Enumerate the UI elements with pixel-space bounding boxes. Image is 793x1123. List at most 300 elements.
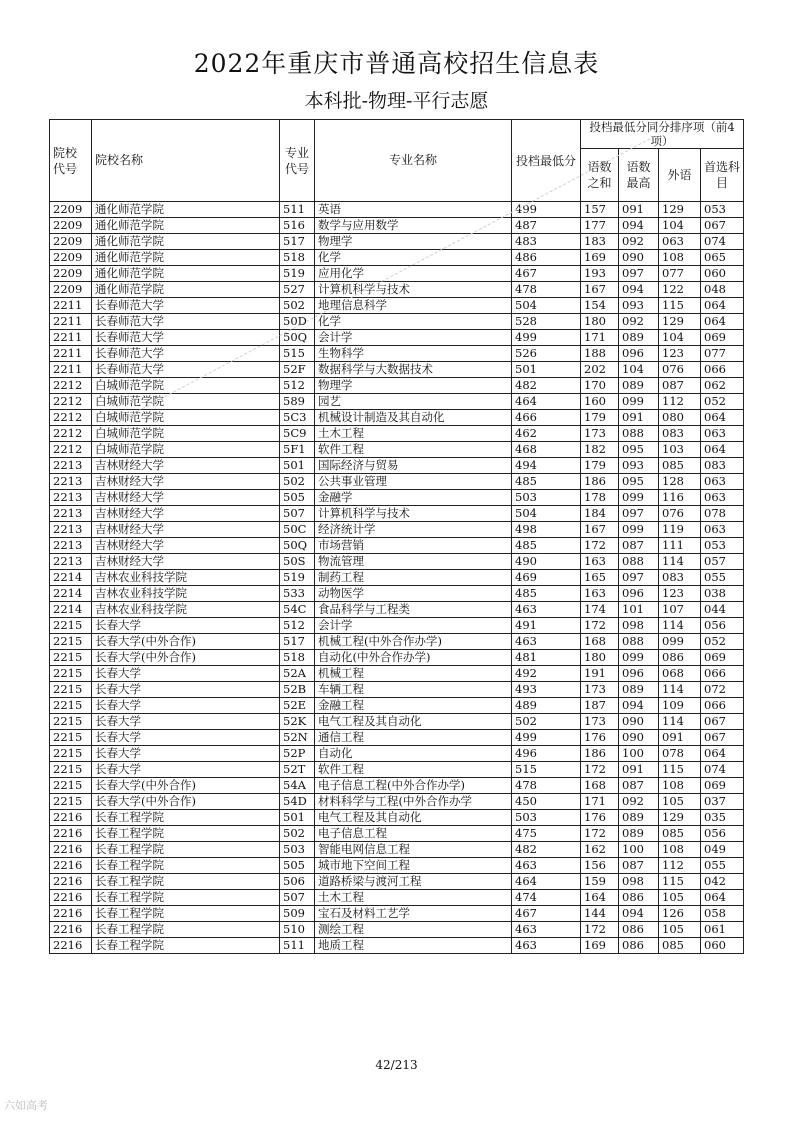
cell-waiyu: 112 (659, 858, 701, 874)
table-row (50, 250, 744, 266)
cell-waiyu: 104 (659, 218, 701, 234)
cell-major-code: 533 (280, 586, 315, 602)
cell-min-score: 499 (512, 730, 581, 746)
cell-min-score: 515 (512, 762, 581, 778)
cell-school-name: 通化师范学院 (92, 202, 280, 218)
cell-school-name: 长春工程学院 (92, 890, 280, 906)
cell-school-name: 吉林财经大学 (92, 490, 280, 506)
cell-major-code: 527 (280, 282, 315, 298)
cell-school-code: 2212 (50, 394, 92, 410)
cell-school-code: 2212 (50, 426, 92, 442)
cell-yushu-sum: 159 (581, 874, 619, 890)
cell-school-code: 2215 (50, 762, 92, 778)
cell-school-code: 2209 (50, 250, 92, 266)
cell-major-code: 519 (280, 570, 315, 586)
cell-major-code: 502 (280, 298, 315, 314)
cell-school-code: 2215 (50, 618, 92, 634)
cell-yushu-sum: 184 (581, 506, 619, 522)
table-row (50, 522, 744, 538)
cell-major-name: 会计学 (315, 330, 512, 346)
cell-school-code: 2215 (50, 730, 92, 746)
cell-yushu-max: 091 (619, 410, 659, 426)
table-row (50, 218, 744, 234)
cell-major-name: 物理学 (315, 234, 512, 250)
page-number: 42/213 (375, 1058, 418, 1072)
cell-yushu-sum: 165 (581, 570, 619, 586)
cell-school-name: 长春大学 (92, 714, 280, 730)
cell-min-score: 469 (512, 570, 581, 586)
table-row (50, 378, 744, 394)
cell-major-code: 518 (280, 250, 315, 266)
cell-waiyu: 083 (659, 570, 701, 586)
cell-major-code: 511 (280, 202, 315, 218)
cell-yushu-sum: 167 (581, 522, 619, 538)
cell-min-score: 498 (512, 522, 581, 538)
cell-min-score: 464 (512, 874, 581, 890)
cell-min-score: 491 (512, 618, 581, 634)
cell-school-name: 长春大学(中外合作) (92, 778, 280, 794)
cell-min-score: 450 (512, 794, 581, 810)
cell-major-name: 公共事业管理 (315, 474, 512, 490)
cell-school-name: 长春大学 (92, 746, 280, 762)
cell-major-code: 5F1 (280, 442, 315, 458)
cell-major-code: 52T (280, 762, 315, 778)
cell-major-code: 501 (280, 458, 315, 474)
cell-yushu-max: 086 (619, 938, 659, 954)
cell-school-code: 2213 (50, 458, 92, 474)
cell-min-score: 493 (512, 682, 581, 698)
cell-school-code: 2213 (50, 538, 92, 554)
table-row (50, 938, 744, 954)
table-row (50, 890, 744, 906)
cell-school-name: 吉林农业科技学院 (92, 602, 280, 618)
cell-yushu-sum: 173 (581, 714, 619, 730)
cell-yushu-sum: 144 (581, 906, 619, 922)
cell-major-name: 土木工程 (315, 426, 512, 442)
cell-shouxuan: 035 (701, 810, 744, 826)
table-row (50, 858, 744, 874)
cell-school-code: 2215 (50, 650, 92, 666)
cell-min-score: 474 (512, 890, 581, 906)
cell-waiyu: 103 (659, 442, 701, 458)
header-yushu-max: 语数最高 (619, 149, 659, 202)
cell-school-name: 白城师范学院 (92, 394, 280, 410)
cell-waiyu: 126 (659, 906, 701, 922)
table-row (50, 618, 744, 634)
cell-shouxuan: 065 (701, 250, 744, 266)
cell-major-code: 54C (280, 602, 315, 618)
cell-shouxuan: 064 (701, 746, 744, 762)
cell-min-score: 526 (512, 346, 581, 362)
cell-school-name: 长春大学 (92, 730, 280, 746)
cell-waiyu: 112 (659, 394, 701, 410)
cell-yushu-sum: 172 (581, 922, 619, 938)
cell-school-code: 2214 (50, 602, 92, 618)
table-row (50, 794, 744, 810)
cell-waiyu: 114 (659, 618, 701, 634)
cell-major-code: 50Q (280, 538, 315, 554)
cell-yushu-sum: 180 (581, 314, 619, 330)
cell-yushu-sum: 154 (581, 298, 619, 314)
cell-school-code: 2215 (50, 714, 92, 730)
cell-shouxuan: 056 (701, 618, 744, 634)
table-row (50, 762, 744, 778)
cell-min-score: 463 (512, 922, 581, 938)
cell-major-code: 518 (280, 650, 315, 666)
table-row (50, 426, 744, 442)
cell-waiyu: 099 (659, 634, 701, 650)
cell-shouxuan: 060 (701, 266, 744, 282)
cell-waiyu: 105 (659, 922, 701, 938)
cell-major-code: 515 (280, 346, 315, 362)
cell-waiyu: 109 (659, 698, 701, 714)
cell-major-name: 动物医学 (315, 586, 512, 602)
cell-school-code: 2216 (50, 826, 92, 842)
cell-school-code: 2209 (50, 266, 92, 282)
cell-school-name: 长春大学(中外合作) (92, 634, 280, 650)
cell-yushu-max: 089 (619, 810, 659, 826)
cell-shouxuan: 038 (701, 586, 744, 602)
cell-yushu-sum: 157 (581, 202, 619, 218)
cell-major-name: 车辆工程 (315, 682, 512, 698)
cell-yushu-sum: 173 (581, 426, 619, 442)
cell-school-name: 长春工程学院 (92, 826, 280, 842)
cell-school-name: 长春工程学院 (92, 842, 280, 858)
table-row (50, 666, 744, 682)
cell-yushu-max: 097 (619, 506, 659, 522)
cell-school-code: 2215 (50, 794, 92, 810)
cell-waiyu: 123 (659, 586, 701, 602)
cell-school-name: 长春工程学院 (92, 906, 280, 922)
cell-yushu-max: 094 (619, 282, 659, 298)
cell-waiyu: 108 (659, 842, 701, 858)
cell-yushu-sum: 168 (581, 778, 619, 794)
cell-major-code: 52E (280, 698, 315, 714)
cell-waiyu: 115 (659, 762, 701, 778)
cell-major-code: 501 (280, 810, 315, 826)
cell-major-code: 52P (280, 746, 315, 762)
cell-major-name: 土木工程 (315, 890, 512, 906)
cell-yushu-max: 090 (619, 714, 659, 730)
cell-yushu-sum: 163 (581, 586, 619, 602)
cell-yushu-max: 095 (619, 442, 659, 458)
cell-major-code: 503 (280, 842, 315, 858)
table-row (50, 202, 744, 218)
cell-yushu-sum: 176 (581, 730, 619, 746)
cell-school-code: 2215 (50, 778, 92, 794)
cell-yushu-sum: 160 (581, 394, 619, 410)
cell-major-name: 物理学 (315, 378, 512, 394)
cell-major-code: 512 (280, 378, 315, 394)
cell-waiyu: 087 (659, 378, 701, 394)
cell-min-score: 485 (512, 538, 581, 554)
cell-yushu-max: 097 (619, 266, 659, 282)
cell-yushu-sum: 163 (581, 554, 619, 570)
cell-school-code: 2215 (50, 666, 92, 682)
cell-waiyu: 085 (659, 458, 701, 474)
cell-yushu-sum: 167 (581, 282, 619, 298)
cell-yushu-sum: 179 (581, 410, 619, 426)
header-school-code: 院校代号 (50, 120, 92, 202)
cell-school-name: 白城师范学院 (92, 442, 280, 458)
cell-school-name: 吉林财经大学 (92, 522, 280, 538)
cell-major-name: 机械工程(中外合作办学) (315, 634, 512, 650)
cell-school-code: 2214 (50, 586, 92, 602)
cell-shouxuan: 052 (701, 634, 744, 650)
cell-yushu-sum: 171 (581, 330, 619, 346)
cell-yushu-sum: 174 (581, 602, 619, 618)
cell-shouxuan: 053 (701, 202, 744, 218)
cell-major-name: 软件工程 (315, 762, 512, 778)
cell-yushu-sum: 179 (581, 458, 619, 474)
cell-waiyu: 105 (659, 794, 701, 810)
cell-min-score: 463 (512, 938, 581, 954)
cell-major-code: 519 (280, 266, 315, 282)
cell-major-name: 金融学 (315, 490, 512, 506)
cell-yushu-sum: 172 (581, 826, 619, 842)
cell-waiyu: 119 (659, 522, 701, 538)
cell-major-code: 509 (280, 906, 315, 922)
cell-major-code: 505 (280, 858, 315, 874)
cell-yushu-max: 086 (619, 890, 659, 906)
cell-shouxuan: 072 (701, 682, 744, 698)
cell-yushu-sum: 169 (581, 938, 619, 954)
cell-yushu-sum: 168 (581, 634, 619, 650)
cell-shouxuan: 063 (701, 490, 744, 506)
cell-yushu-max: 096 (619, 586, 659, 602)
cell-yushu-max: 092 (619, 234, 659, 250)
cell-waiyu: 114 (659, 714, 701, 730)
cell-yushu-max: 094 (619, 698, 659, 714)
cell-shouxuan: 074 (701, 234, 744, 250)
cell-school-code: 2216 (50, 842, 92, 858)
cell-waiyu: 129 (659, 202, 701, 218)
cell-school-name: 长春大学(中外合作) (92, 794, 280, 810)
cell-min-score: 467 (512, 906, 581, 922)
cell-shouxuan: 067 (701, 730, 744, 746)
cell-shouxuan: 063 (701, 474, 744, 490)
cell-yushu-max: 104 (619, 362, 659, 378)
cell-yushu-sum: 164 (581, 890, 619, 906)
cell-school-code: 2215 (50, 698, 92, 714)
cell-shouxuan: 062 (701, 378, 744, 394)
cell-min-score: 464 (512, 394, 581, 410)
cell-shouxuan: 064 (701, 410, 744, 426)
header-waiyu: 外语 (659, 149, 701, 202)
cell-major-name: 园艺 (315, 394, 512, 410)
cell-major-name: 数据科学与大数据技术 (315, 362, 512, 378)
table-row (50, 810, 744, 826)
cell-school-code: 2216 (50, 810, 92, 826)
cell-shouxuan: 037 (701, 794, 744, 810)
cell-yushu-max: 089 (619, 330, 659, 346)
cell-waiyu: 111 (659, 538, 701, 554)
cell-yushu-max: 101 (619, 602, 659, 618)
cell-shouxuan: 044 (701, 602, 744, 618)
cell-yushu-sum: 162 (581, 842, 619, 858)
cell-school-code: 2216 (50, 858, 92, 874)
cell-min-score: 490 (512, 554, 581, 570)
cell-school-code: 2209 (50, 234, 92, 250)
cell-min-score: 463 (512, 602, 581, 618)
cell-min-score: 494 (512, 458, 581, 474)
cell-major-name: 数学与应用数学 (315, 218, 512, 234)
cell-school-name: 长春大学 (92, 698, 280, 714)
cell-major-name: 金融工程 (315, 698, 512, 714)
cell-yushu-sum: 180 (581, 650, 619, 666)
cell-major-name: 自动化 (315, 746, 512, 762)
cell-major-name: 制药工程 (315, 570, 512, 586)
cell-waiyu: 086 (659, 650, 701, 666)
header-shouxuan: 首选科目 (701, 149, 744, 202)
cell-waiyu: 091 (659, 730, 701, 746)
cell-shouxuan: 069 (701, 650, 744, 666)
cell-school-name: 长春大学 (92, 762, 280, 778)
cell-waiyu: 128 (659, 474, 701, 490)
cell-waiyu: 078 (659, 746, 701, 762)
cell-min-score: 489 (512, 698, 581, 714)
cell-school-name: 白城师范学院 (92, 410, 280, 426)
cell-waiyu: 116 (659, 490, 701, 506)
cell-yushu-max: 099 (619, 522, 659, 538)
cell-yushu-max: 095 (619, 474, 659, 490)
cell-waiyu: 105 (659, 890, 701, 906)
cell-school-name: 白城师范学院 (92, 378, 280, 394)
cell-school-code: 2215 (50, 746, 92, 762)
cell-min-score: 486 (512, 250, 581, 266)
cell-yushu-max: 092 (619, 314, 659, 330)
cell-major-code: 512 (280, 618, 315, 634)
header-yushu-sum: 语数之和 (581, 149, 619, 202)
cell-school-code: 2211 (50, 298, 92, 314)
cell-shouxuan: 066 (701, 362, 744, 378)
cell-yushu-sum: 182 (581, 442, 619, 458)
cell-major-name: 国际经济与贸易 (315, 458, 512, 474)
cell-school-code: 2216 (50, 874, 92, 890)
cell-shouxuan: 064 (701, 890, 744, 906)
cell-yushu-max: 091 (619, 762, 659, 778)
header-school-name: 院校名称 (92, 120, 280, 202)
header-min-score: 投档最低分 (512, 120, 581, 202)
cell-yushu-max: 088 (619, 426, 659, 442)
cell-shouxuan: 077 (701, 346, 744, 362)
cell-school-code: 2211 (50, 346, 92, 362)
table-row (50, 474, 744, 490)
cell-min-score: 504 (512, 506, 581, 522)
cell-school-code: 2213 (50, 554, 92, 570)
cell-school-code: 2216 (50, 938, 92, 954)
cell-school-name: 长春大学(中外合作) (92, 650, 280, 666)
cell-min-score: 492 (512, 666, 581, 682)
cell-min-score: 481 (512, 650, 581, 666)
table-row (50, 362, 744, 378)
table-row (50, 330, 744, 346)
cell-min-score: 501 (512, 362, 581, 378)
cell-shouxuan: 061 (701, 922, 744, 938)
cell-school-name: 通化师范学院 (92, 218, 280, 234)
cell-min-score: 483 (512, 234, 581, 250)
cell-school-name: 长春工程学院 (92, 874, 280, 890)
cell-shouxuan: 064 (701, 314, 744, 330)
table-row (50, 298, 744, 314)
table-row (50, 410, 744, 426)
cell-major-code: 50D (280, 314, 315, 330)
cell-min-score: 466 (512, 410, 581, 426)
cell-school-name: 长春工程学院 (92, 858, 280, 874)
cell-shouxuan: 055 (701, 570, 744, 586)
cell-min-score: 463 (512, 634, 581, 650)
cell-yushu-sum: 202 (581, 362, 619, 378)
cell-major-code: 54D (280, 794, 315, 810)
cell-major-name: 食品科学与工程类 (315, 602, 512, 618)
cell-waiyu: 077 (659, 266, 701, 282)
cell-min-score: 482 (512, 842, 581, 858)
cell-waiyu: 085 (659, 826, 701, 842)
table-row (50, 346, 744, 362)
cell-school-name: 通化师范学院 (92, 266, 280, 282)
cell-waiyu: 080 (659, 410, 701, 426)
cell-yushu-max: 100 (619, 842, 659, 858)
cell-yushu-sum: 183 (581, 234, 619, 250)
cell-school-code: 2213 (50, 522, 92, 538)
cell-school-name: 长春工程学院 (92, 938, 280, 954)
cell-major-code: 5C3 (280, 410, 315, 426)
cell-school-code: 2211 (50, 314, 92, 330)
cell-major-name: 智能电网信息工程 (315, 842, 512, 858)
cell-shouxuan: 078 (701, 506, 744, 522)
table-row (50, 490, 744, 506)
cell-yushu-sum: 186 (581, 474, 619, 490)
cell-waiyu: 129 (659, 810, 701, 826)
table-row (50, 634, 744, 650)
cell-major-name: 市场营销 (315, 538, 512, 554)
cell-min-score: 499 (512, 202, 581, 218)
cell-yushu-max: 098 (619, 618, 659, 634)
cell-shouxuan: 069 (701, 330, 744, 346)
cell-yushu-max: 086 (619, 922, 659, 938)
table-row (50, 682, 744, 698)
cell-school-code: 2209 (50, 218, 92, 234)
cell-major-code: 52F (280, 362, 315, 378)
cell-waiyu: 108 (659, 778, 701, 794)
cell-yushu-max: 087 (619, 538, 659, 554)
cell-major-name: 测绘工程 (315, 922, 512, 938)
cell-major-code: 502 (280, 474, 315, 490)
cell-min-score: 487 (512, 218, 581, 234)
cell-min-score: 503 (512, 490, 581, 506)
admission-table (49, 119, 744, 954)
cell-waiyu: 107 (659, 602, 701, 618)
cell-yushu-sum: 187 (581, 698, 619, 714)
cell-major-name: 材料科学与工程(中外合作办学 (315, 794, 512, 810)
cell-school-name: 长春工程学院 (92, 810, 280, 826)
cell-shouxuan: 058 (701, 906, 744, 922)
cell-major-code: 52B (280, 682, 315, 698)
cell-yushu-sum: 173 (581, 682, 619, 698)
cell-yushu-sum: 188 (581, 346, 619, 362)
cell-min-score: 528 (512, 314, 581, 330)
cell-major-code: 506 (280, 874, 315, 890)
cell-yushu-sum: 171 (581, 794, 619, 810)
cell-major-name: 宝石及材料工艺学 (315, 906, 512, 922)
cell-min-score: 485 (512, 474, 581, 490)
cell-min-score: 478 (512, 778, 581, 794)
cell-major-code: 50C (280, 522, 315, 538)
cell-school-name: 白城师范学院 (92, 426, 280, 442)
cell-major-name: 通信工程 (315, 730, 512, 746)
cell-school-code: 2214 (50, 570, 92, 586)
cell-school-name: 吉林财经大学 (92, 538, 280, 554)
